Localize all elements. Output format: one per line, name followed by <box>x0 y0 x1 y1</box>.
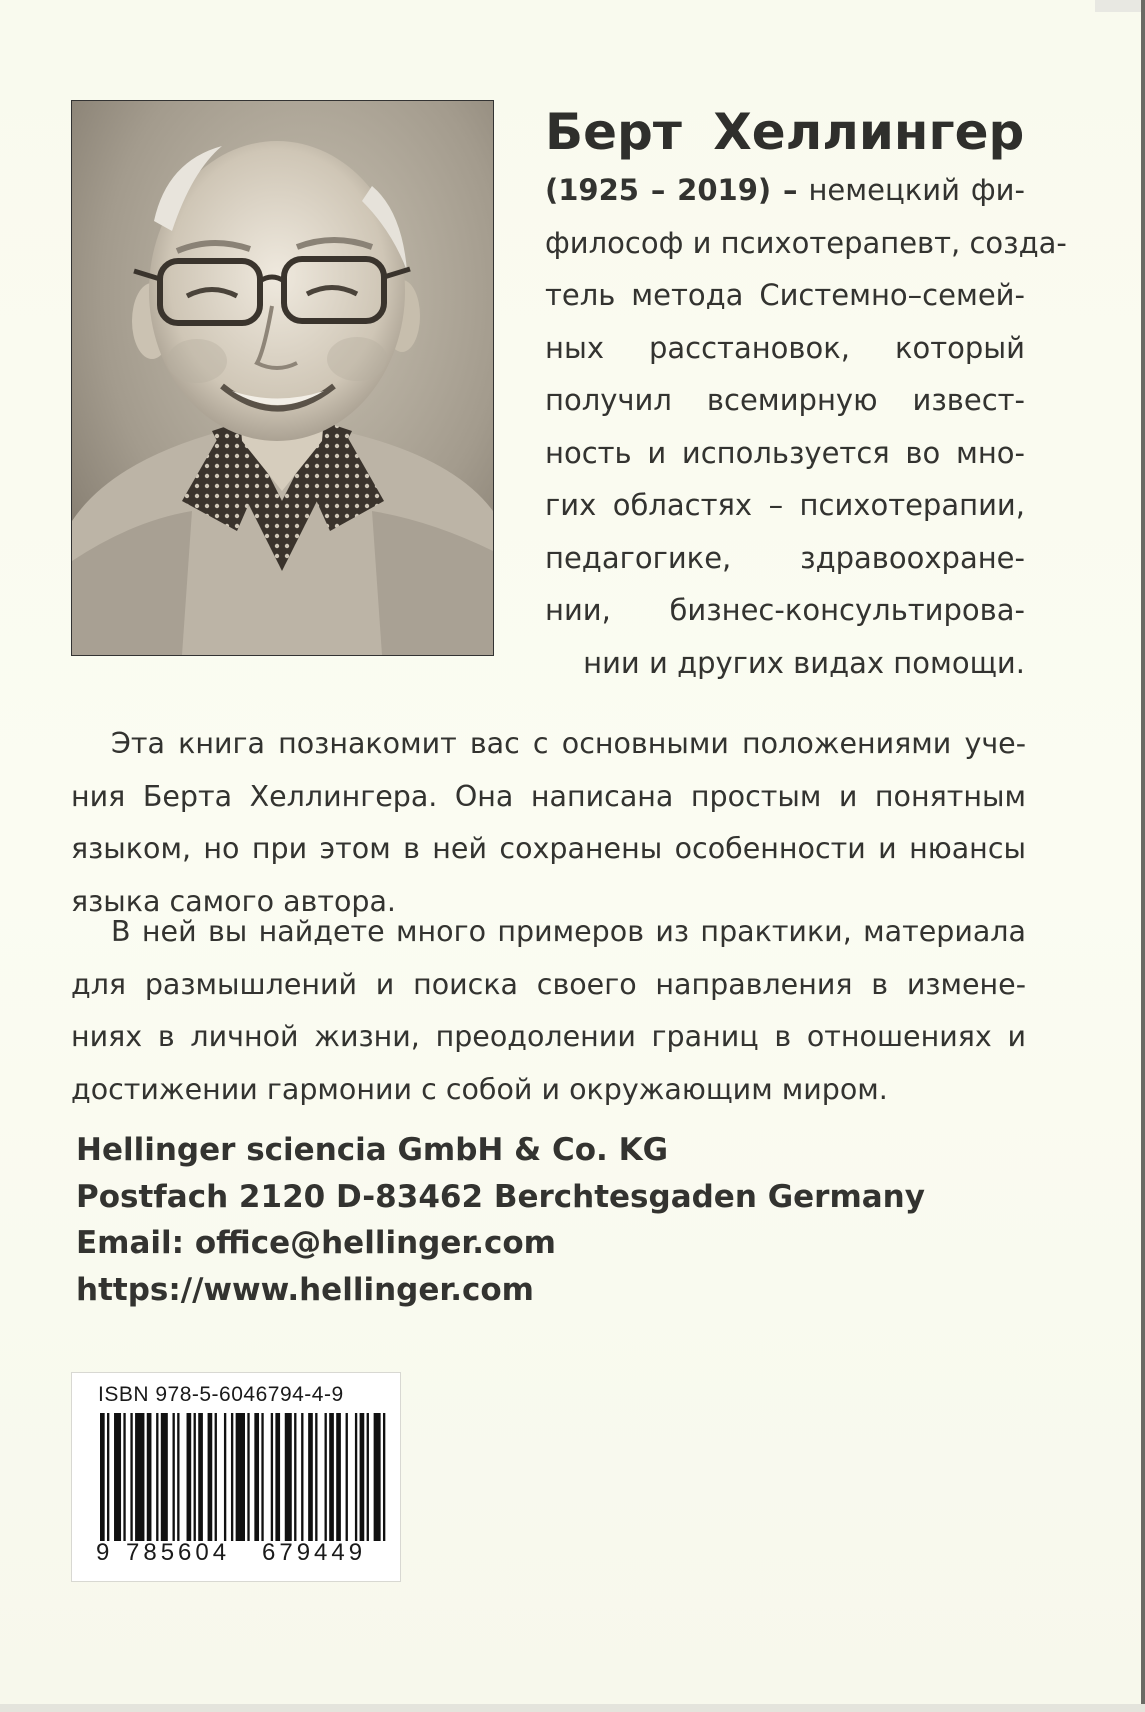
author-bio-line: получил всемирную извест- <box>545 383 1025 417</box>
barcode-bar <box>383 1413 385 1541</box>
barcode-bar <box>308 1413 313 1541</box>
barcode-bar <box>173 1413 175 1541</box>
barcode-bar <box>329 1413 334 1541</box>
barcode-bar <box>275 1413 280 1541</box>
description-paragraph-1 <box>71 718 1026 928</box>
barcode-digits-right: 679449 <box>262 1539 367 1566</box>
author-bio-line: гих областях – психотерапии, <box>545 488 1025 522</box>
barcode-bar <box>231 1413 233 1541</box>
barcode-bar <box>161 1413 168 1541</box>
barcode-bar <box>100 1413 105 1541</box>
barcode-bar <box>107 1413 109 1541</box>
barcode-bar <box>360 1413 365 1541</box>
cover-top-edge <box>1095 0 1145 12</box>
description-line: Эта книга познакомит вас с основными положениями уче- <box>111 727 1026 760</box>
description-line: достижении гармонии с собой и окружающим миром. <box>71 1072 888 1106</box>
description-line: для размышлений и поиска своего направления в измене- <box>71 967 1026 1001</box>
author-bio-line: нии, бизнес-консультирова- <box>545 593 1025 627</box>
barcode-bar <box>208 1413 213 1541</box>
description-line: языка самого автора. <box>71 884 396 918</box>
cover-bottom-edge <box>0 1704 1145 1712</box>
barcode-bar <box>355 1413 357 1541</box>
author-bio-line: ность и используется во мно- <box>545 435 1025 470</box>
barcode-bar <box>130 1413 132 1541</box>
barcode-bar <box>114 1413 121 1541</box>
isbn-text: ISBN 978-5-6046794-4-9 <box>98 1383 344 1406</box>
publisher-address: Postfach 2120 D-83462 Berchtesgaden Germany <box>76 1178 925 1215</box>
barcode-bar <box>198 1413 203 1541</box>
barcode-bar <box>346 1413 348 1541</box>
publisher-name: Hellinger sciencia GmbH & Co. KG <box>76 1132 669 1168</box>
author-bio-line: (1925 – 2019) – немецкий фи- <box>545 173 1025 207</box>
barcode-bar <box>156 1413 158 1541</box>
barcode-bar <box>336 1413 341 1541</box>
barcode-bar <box>147 1413 152 1541</box>
barcode-digit-first: 9 <box>96 1539 110 1566</box>
description-line: В ней вы найдете много примеров из практики, материала <box>111 915 1026 948</box>
barcode-bar <box>177 1413 179 1541</box>
barcode-digits-left: 785604 <box>126 1539 231 1566</box>
barcode-bar <box>271 1413 273 1541</box>
barcode-bar <box>315 1413 317 1541</box>
barcode-bar <box>194 1413 196 1541</box>
description-line: ния Берта Хеллингера. Она написана простым и понятным <box>71 779 1026 813</box>
barcode-bar <box>285 1413 292 1541</box>
publisher-info <box>76 1127 976 1313</box>
barcode-bar <box>367 1413 369 1541</box>
barcode-bar <box>254 1413 259 1541</box>
barcode-bar <box>187 1413 192 1541</box>
description-paragraph-2 <box>71 906 1026 1116</box>
author-bio <box>545 164 1067 689</box>
author-name: Берт Хеллингер <box>545 103 1025 161</box>
barcode-bar <box>123 1413 125 1541</box>
barcode-bars <box>100 1413 390 1541</box>
barcode-bar <box>301 1413 303 1541</box>
portrait-illustration <box>72 101 493 655</box>
author-bio-line: нии и других видах помощи. <box>583 645 1025 680</box>
isbn-barcode-label <box>71 1372 401 1582</box>
cover-right-edge <box>1141 0 1145 1712</box>
author-bio-line: педагогике, здравоохране- <box>545 540 1025 575</box>
barcode-bar <box>261 1413 263 1541</box>
author-bio-line: тель метода Системно–семей- <box>545 278 1025 312</box>
description-line: ниях в личной жизни, преодолении границ в отношениях и <box>71 1020 1026 1053</box>
barcode-bar <box>374 1413 381 1541</box>
barcode-bar <box>236 1413 245 1541</box>
author-bio-line: философ и психотерапевт, созда- <box>545 225 1067 260</box>
barcode-bar <box>325 1413 327 1541</box>
publisher-email: Email: office@hellinger.com <box>76 1225 556 1261</box>
barcode-bar <box>215 1413 217 1541</box>
author-portrait <box>71 100 494 656</box>
author-years: (1925 – 2019) – <box>545 173 798 207</box>
author-bio-line: ных расстановок, который <box>545 330 1025 365</box>
description-line: языком, но при этом в ней сохранены особенности и нюансы <box>71 832 1026 865</box>
publisher-website: https://www.hellinger.com <box>76 1271 534 1308</box>
barcode-bar <box>224 1413 226 1541</box>
barcode-bar <box>294 1413 296 1541</box>
barcode-bar <box>135 1413 144 1541</box>
barcode-bar <box>247 1413 249 1541</box>
